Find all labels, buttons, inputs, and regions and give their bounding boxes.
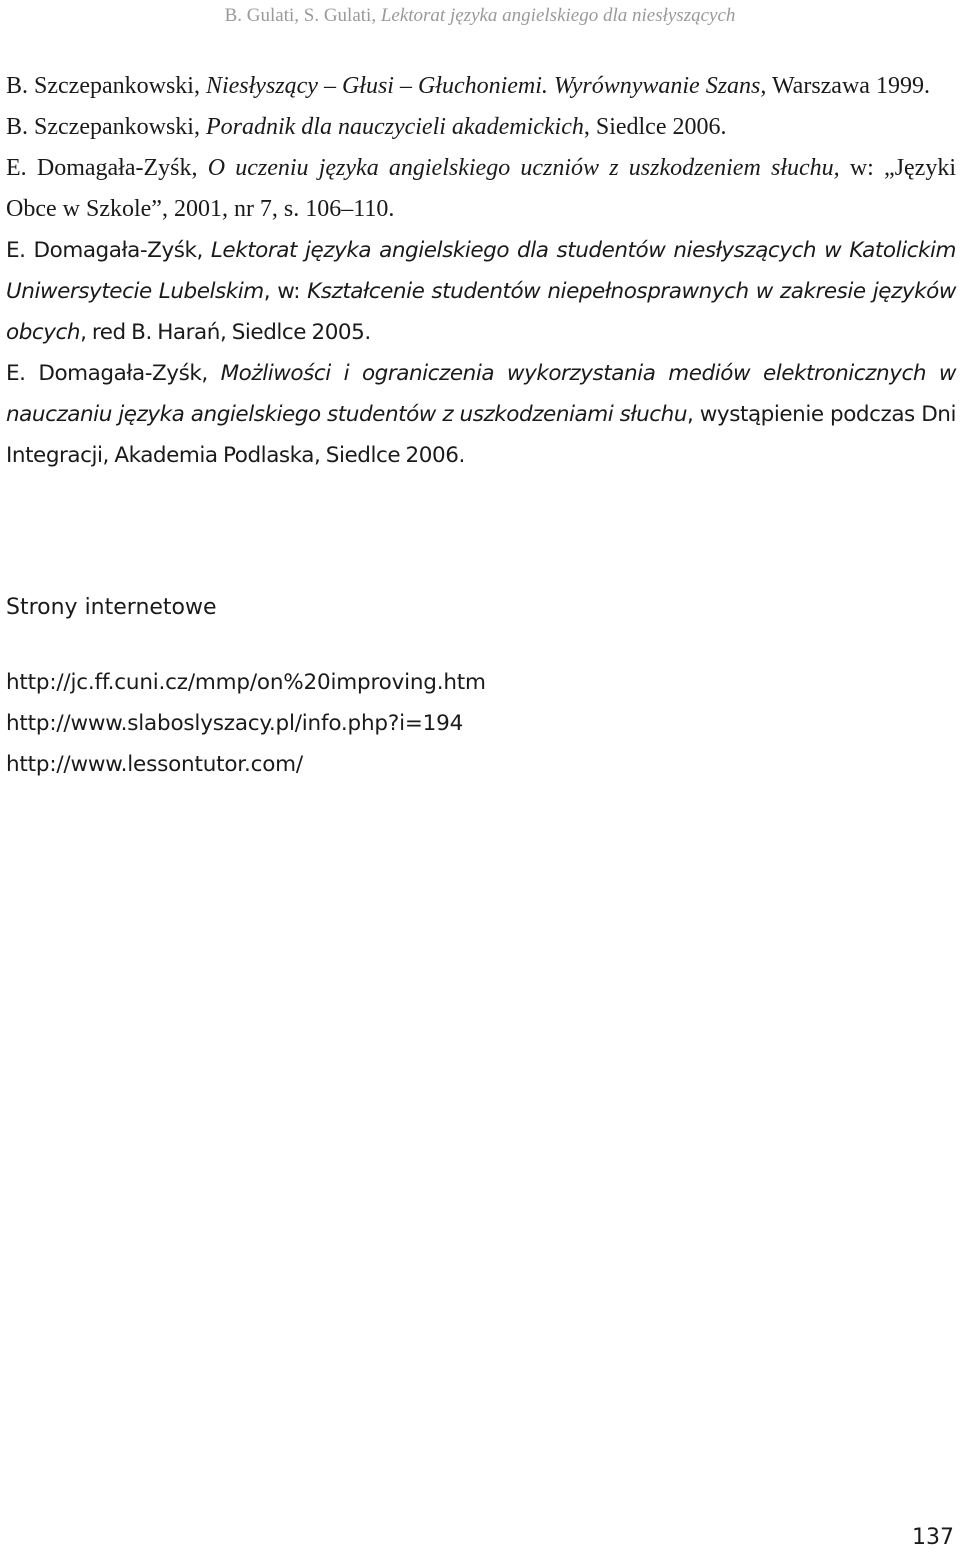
link-list	[6, 662, 486, 785]
reference-list	[6, 66, 956, 476]
reference-details: w: „Języki Obce w Szkole”, 2001, nr 7, s. 106–110.	[6, 155, 957, 222]
reference-item	[6, 230, 956, 353]
reference-details: Warszawa 1999.	[766, 73, 930, 99]
reference-item	[6, 353, 956, 476]
reference-item	[6, 107, 956, 148]
web-link[interactable]: http://jc.ff.cuni.cz/mmp/on%20improving.htm	[6, 670, 486, 695]
page-number: 137	[912, 1525, 954, 1550]
reference-title: O uczeniu języka angielskiego uczniów z uszkodzeniem słuchu,	[207, 155, 840, 181]
reference-author: E. Domagała-Zyśk,	[6, 238, 211, 263]
reference-title: Lektorat języka angielskiego dla studentów niesłyszących w Katolickim Uniwersytecie Lubelskim	[6, 238, 957, 304]
web-link[interactable]: http://www.slaboslyszacy.pl/info.php?i=194	[6, 711, 464, 736]
web-link[interactable]: http://www.lessontutor.com/	[6, 752, 303, 777]
reference-details: , wystąpienie podczas Dni Integracji, Akademia Podlaska, Siedlce 2006.	[6, 402, 957, 468]
reference-item	[6, 66, 956, 107]
reference-details: , red B. Harań, Siedlce 2005.	[80, 320, 371, 345]
running-header	[0, 2, 960, 30]
reference-title: Niesłyszący – Głusi – Głuchoniemi. Wyrównywanie Szans,	[205, 73, 767, 99]
reference-details: , Siedlce 2006.	[583, 114, 727, 140]
reference-title: Poradnik dla nauczycieli akademickich	[205, 114, 584, 140]
header-authors: B. Gulati, S. Gulati,	[224, 5, 381, 26]
reference-title: Możliwości i ograniczenia wykorzystania mediów elektronicznych w nauczaniu języka angielskiego studentów z uszkodzeniami słuchu	[6, 361, 956, 427]
reference-author: E. Domagała-Zyśk,	[6, 361, 221, 386]
reference-author: E. Domagała-Zyśk,	[6, 155, 208, 181]
reference-item	[6, 148, 956, 230]
section-title: Strony internetowe	[6, 595, 217, 620]
header-title: Lektorat języka angielskiego dla niesłyszących	[380, 5, 736, 26]
reference-author: B. Szczepankowski,	[6, 114, 206, 140]
reference-source-title: Kształcenie studentów niepełnosprawnych w zakresie języków obcych	[6, 279, 956, 345]
reference-connector: , w:	[263, 279, 308, 304]
reference-author: B. Szczepankowski,	[6, 73, 206, 99]
